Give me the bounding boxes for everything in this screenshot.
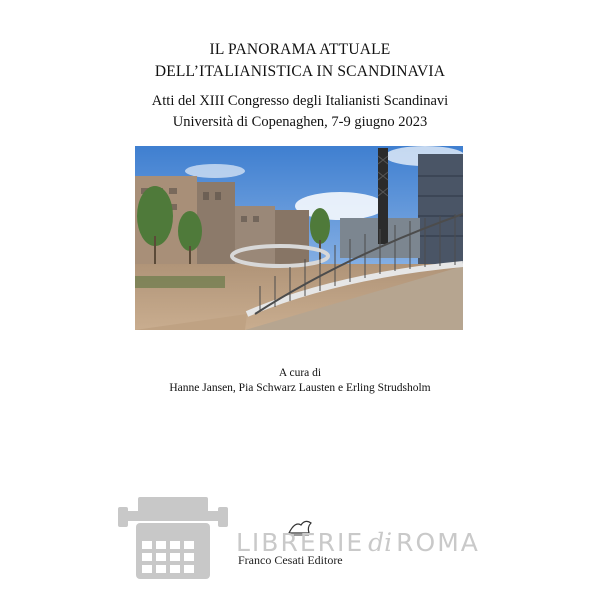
publisher-name: Franco Cesati Editore [238,553,343,567]
editors-names: Hanne Jansen, Pia Schwarz Lausten e Erling Strudsholm [169,382,431,394]
editors-label: A cura di [278,367,322,379]
typewriter-logo-icon [118,491,228,586]
cover-title-line2: DELL’ITALIANISTICA IN SCANDINAVIA [154,63,446,80]
cover-subtitle-line1: Atti del XIII Congresso degli Italianisti Scandinavi [151,93,449,109]
cover-title-line1: IL PANORAMA ATTUALE [209,41,391,58]
cover-subtitle-line2: Università di Copenaghen, 7-9 giugno 2023 [172,114,428,130]
watermark-part2: di [368,528,393,557]
watermark-part3: ROMA [396,528,480,557]
watermark-part1: LIBRERIE [236,528,365,557]
cover-photo [135,146,463,330]
